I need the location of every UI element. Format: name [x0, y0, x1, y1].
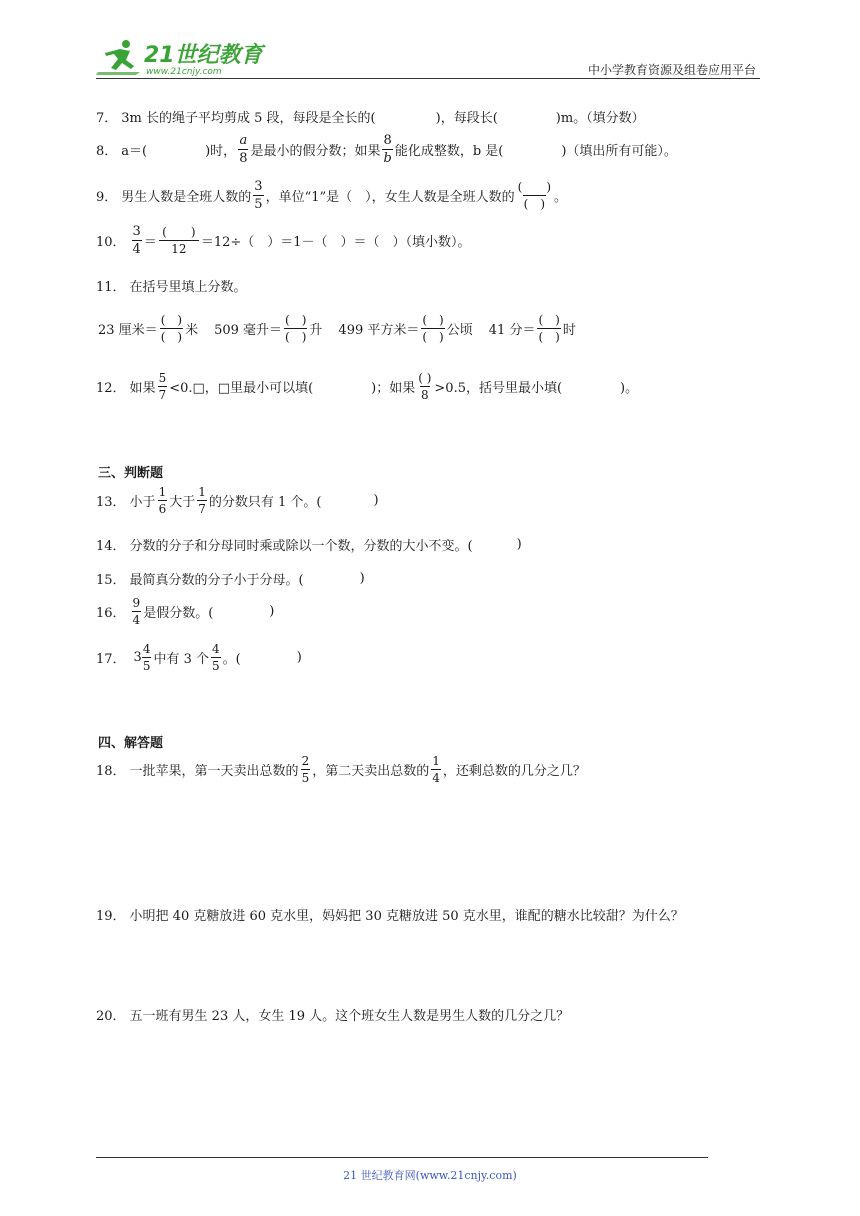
question-14 [96, 535, 522, 554]
answer-fraction-blank[interactable]: $\frac{( )}{( )}$ [517, 180, 552, 211]
question-text: )时， [205, 144, 237, 159]
question-text: 大于 [169, 495, 196, 510]
fraction: $\frac{4}{5}$ [142, 642, 151, 673]
fraction: $\frac{5}{7}$ [158, 371, 167, 402]
unit-label: 升 [309, 323, 323, 338]
fraction: $\frac{3}{5}$ [254, 179, 263, 212]
question-text: 小明把 40 克糖放进 60 克水里，妈妈把 30 克糖放进 50 克水里，谁配的糖水比较甜？为什么？ [129, 909, 684, 924]
question-text: )m。（填分数） [555, 111, 645, 126]
question-number: 16． [96, 606, 126, 621]
mixed-number-whole: 3 [133, 650, 142, 665]
answer-fraction-blank[interactable]: $\frac{( )}{( )}$ [160, 313, 183, 344]
question-text: 分数的分子和分母同时乘或除以一个数，分数的大小不变。( [129, 539, 473, 554]
fraction: $\frac{4}{5}$ [212, 642, 220, 673]
question-text: 在括号里填上分数。 [129, 280, 247, 295]
question-text: <0.□，□里最小可以填( [169, 381, 314, 396]
question-number: 11． [96, 280, 126, 295]
footer-link[interactable]: 21 世纪教育网(www.21cnjy.com) [343, 1169, 517, 1182]
question-text: 3m 长的绳子平均剪成 5 段，每段是全长的( [121, 111, 376, 126]
question-text: 能化成整数，b 是( [394, 144, 504, 159]
question-text: 一批苹果，第一天卖出总数的 [129, 764, 299, 779]
answer-fraction-blank[interactable]: $\frac{( )}{( )}$ [285, 313, 307, 344]
question-text: ＝12÷（ ）＝1－（ ）＝（ ）（填小数）。 [200, 235, 471, 250]
section-heading-solve: 四、解答题 [98, 736, 164, 751]
question-number: 19． [96, 909, 126, 924]
question-15 [96, 569, 365, 588]
question-number: 20． [96, 1009, 126, 1024]
question-7 [96, 107, 645, 126]
question-text: a＝( [121, 144, 148, 159]
question-text: 五一班有男生 23 人，女生 19 人。这个班女生人数是男生人数的几分之几？ [129, 1009, 570, 1024]
fraction: $\frac{1}{7}$ [198, 485, 206, 516]
fraction: $\frac{9}{4}$ [132, 596, 141, 627]
question-text: )，每段长( [435, 111, 498, 126]
question-number: 10． [96, 235, 126, 250]
conversion-label: 41 分＝ [488, 323, 536, 338]
question-text: )。 [620, 381, 639, 396]
question-19 [96, 905, 684, 924]
question-10 [96, 225, 471, 256]
question-text: ＝ [143, 235, 157, 250]
question-text: ) [359, 571, 365, 586]
question-13 [96, 486, 379, 515]
question-text: >0.5，括号里最小填( [434, 381, 563, 396]
fraction: $\frac{( )}{8}$ [418, 371, 432, 402]
question-text: )；如果 [371, 381, 416, 396]
fraction: $\frac{8}{b}$ [383, 133, 392, 166]
question-number: 17． [96, 652, 126, 667]
question-11-items [98, 314, 576, 343]
question-20 [96, 1005, 569, 1024]
question-text: 最简真分数的分子小于分母。( [129, 573, 304, 588]
question-text: ) [373, 493, 379, 508]
fraction: $\frac{1}{6}$ [158, 485, 167, 516]
question-text: ，单位“1”是（ ），女生人数是全班人数的 [265, 190, 515, 205]
question-number: 14． [96, 539, 126, 554]
question-number: 8． [96, 144, 118, 159]
conversion-label: 23 厘米＝ [98, 323, 158, 338]
question-text: 。( [222, 652, 241, 667]
svg-text:21世纪教育: 21世纪教育 [144, 43, 263, 68]
question-text: 是最小的假分数；如果 [250, 144, 381, 159]
question-number: 18． [96, 764, 126, 779]
question-text: ，还剩总数的几分之几？ [442, 764, 586, 779]
question-12 [96, 372, 638, 401]
section-heading-judgment: 三、判断题 [98, 466, 164, 481]
answer-fraction-blank[interactable]: $\frac{( )}{12}$ [159, 226, 199, 255]
platform-name: 中小学教育资源及组卷应用平台 [587, 63, 756, 77]
fraction: $\frac{a}{8}$ [239, 133, 248, 166]
question-text: 。 [554, 190, 568, 205]
question-9 [96, 180, 567, 211]
question-number: 12． [96, 381, 126, 396]
question-11 [96, 276, 247, 295]
question-text: )（填出所有可能）。 [561, 144, 677, 159]
fraction: $\frac{2}{5}$ [301, 754, 310, 785]
question-16 [96, 597, 274, 626]
question-number: 7． [96, 111, 118, 126]
svg-text:www.21cnjy.com: www.21cnjy.com [146, 67, 222, 77]
question-text: ) [296, 650, 302, 665]
question-text: ) [269, 604, 275, 619]
question-18 [96, 755, 586, 784]
conversion-label: 499 平方米＝ [338, 323, 420, 338]
question-number: 9． [96, 190, 118, 205]
question-17 [96, 643, 302, 672]
header-divider [96, 78, 760, 79]
question-number: 15． [96, 573, 126, 588]
fraction: $\frac{1}{4}$ [432, 754, 440, 785]
answer-fraction-blank[interactable]: $\frac{( )}{( )}$ [422, 313, 444, 344]
question-text: ，第二天卖出总数的 [312, 764, 430, 779]
question-text: 是假分数。( [143, 606, 214, 621]
question-text: ) [516, 537, 522, 552]
conversion-label: 509 毫升＝ [214, 323, 283, 338]
fraction: $\frac{3}{4}$ [132, 224, 141, 257]
question-text: 的分数只有 1 个。( [208, 495, 322, 510]
site-logo [96, 36, 266, 78]
question-text: 如果 [129, 381, 156, 396]
question-8 [96, 134, 677, 165]
runner-logo-icon [96, 36, 266, 78]
answer-fraction-blank[interactable]: $\frac{( )}{( )}$ [538, 313, 560, 344]
unit-label: 米 [185, 323, 199, 338]
question-text: 中有 3 个 [153, 652, 210, 667]
unit-label: 公顷 [446, 323, 473, 338]
question-text: 男生人数是全班人数的 [121, 190, 252, 205]
question-text: 小于 [129, 495, 156, 510]
question-number: 13． [96, 495, 126, 510]
unit-label: 时 [562, 323, 576, 338]
footer-divider [96, 1157, 708, 1158]
